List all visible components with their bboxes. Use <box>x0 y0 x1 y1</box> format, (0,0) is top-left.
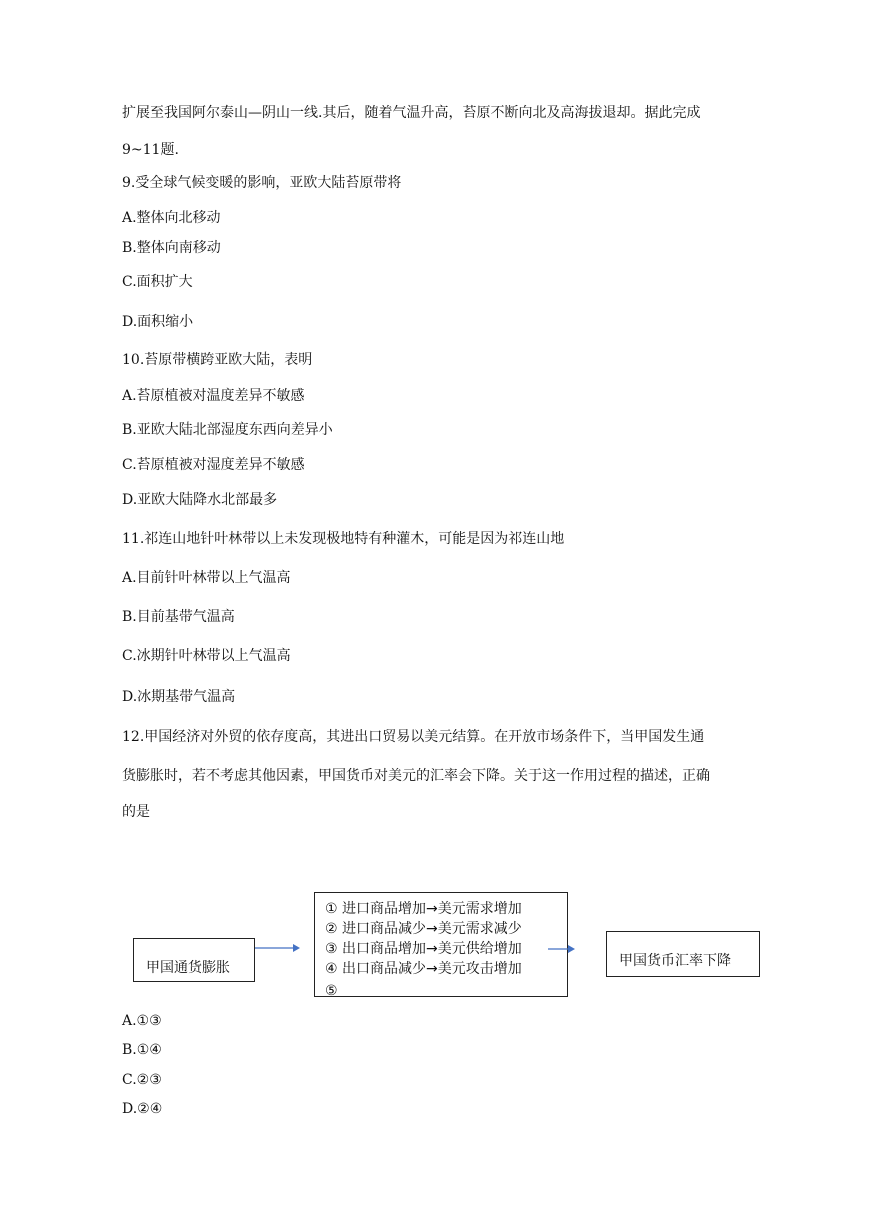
question-12-option-d: D.②④ <box>122 1101 163 1117</box>
question-11-option-c: C.冰期针叶林带以上气温高 <box>122 648 291 664</box>
question-12-option-a: A.①③ <box>122 1013 162 1029</box>
question-12-stem-line-3: 的是 <box>122 804 150 820</box>
diagram-left-box-label: 甲国通货膨胀 <box>146 960 230 976</box>
question-9-stem: 9.受全球气候变暖的影响，亚欧大陆苔原带将 <box>122 175 402 191</box>
intro-line-1: 扩展至我国阿尔泰山—阴山一线.其后，随着气温升高，苔原不断向北及高海拔退却。据此完成 <box>122 105 701 121</box>
question-10-option-c: C.苔原植被对湿度差异不敏感 <box>122 457 305 473</box>
question-10-option-b: B.亚欧大陆北部湿度东西向差异小 <box>122 422 333 438</box>
arrow-middle-to-right <box>548 941 576 957</box>
question-9-option-b: B.整体向南移动 <box>122 240 221 256</box>
question-11-option-b: B.目前基带气温高 <box>122 609 235 625</box>
arrow-left-to-middle <box>255 940 301 956</box>
diagram-item-3: ③ 出口商品增加→美元供给增加 <box>325 941 522 957</box>
diagram-left-box <box>133 938 255 982</box>
question-11-option-a: A.目前针叶林带以上气温高 <box>122 570 291 586</box>
question-9-option-a: A.整体向北移动 <box>122 210 221 226</box>
question-12-option-c: C.②③ <box>122 1072 162 1088</box>
diagram-middle-box <box>314 892 568 997</box>
question-10-stem: 10.苔原带横跨亚欧大陆，表明 <box>122 352 313 368</box>
question-9-option-c: C.面积扩大 <box>122 274 193 290</box>
diagram-item-5: ⑤ <box>325 983 338 997</box>
diagram-item-4: ④ 出口商品减少→美元攻击增加 <box>325 961 522 977</box>
diagram-item-2: ② 进口商品减少→美元需求减少 <box>325 921 522 937</box>
intro-line-2: 9~11题. <box>122 142 179 158</box>
question-11-option-d: D.冰期基带气温高 <box>122 689 236 705</box>
diagram-right-box <box>606 931 760 977</box>
question-12-option-b: B.①④ <box>122 1042 162 1058</box>
question-10-option-a: A.苔原植被对温度差异不敏感 <box>122 388 305 404</box>
question-10-option-d: D.亚欧大陆降水北部最多 <box>122 492 278 508</box>
diagram-right-box-label: 甲国货币汇率下降 <box>619 953 731 969</box>
question-9-option-d: D.面积缩小 <box>122 314 194 330</box>
question-12-stem-line-2: 货膨胀时，若不考虑其他因素，甲国货币对美元的汇率会下降。关于这一作用过程的描述，正确 <box>122 768 710 784</box>
question-11-stem: 11.祁连山地针叶林带以上未发现极地特有种灌木，可能是因为祁连山地 <box>122 531 565 547</box>
question-12-stem-line-1: 12.甲国经济对外贸的依存度高，其进出口贸易以美元结算。在开放市场条件下，当甲国发生通 <box>122 729 705 745</box>
diagram-item-1: ① 进口商品增加→美元需求增加 <box>325 901 522 917</box>
